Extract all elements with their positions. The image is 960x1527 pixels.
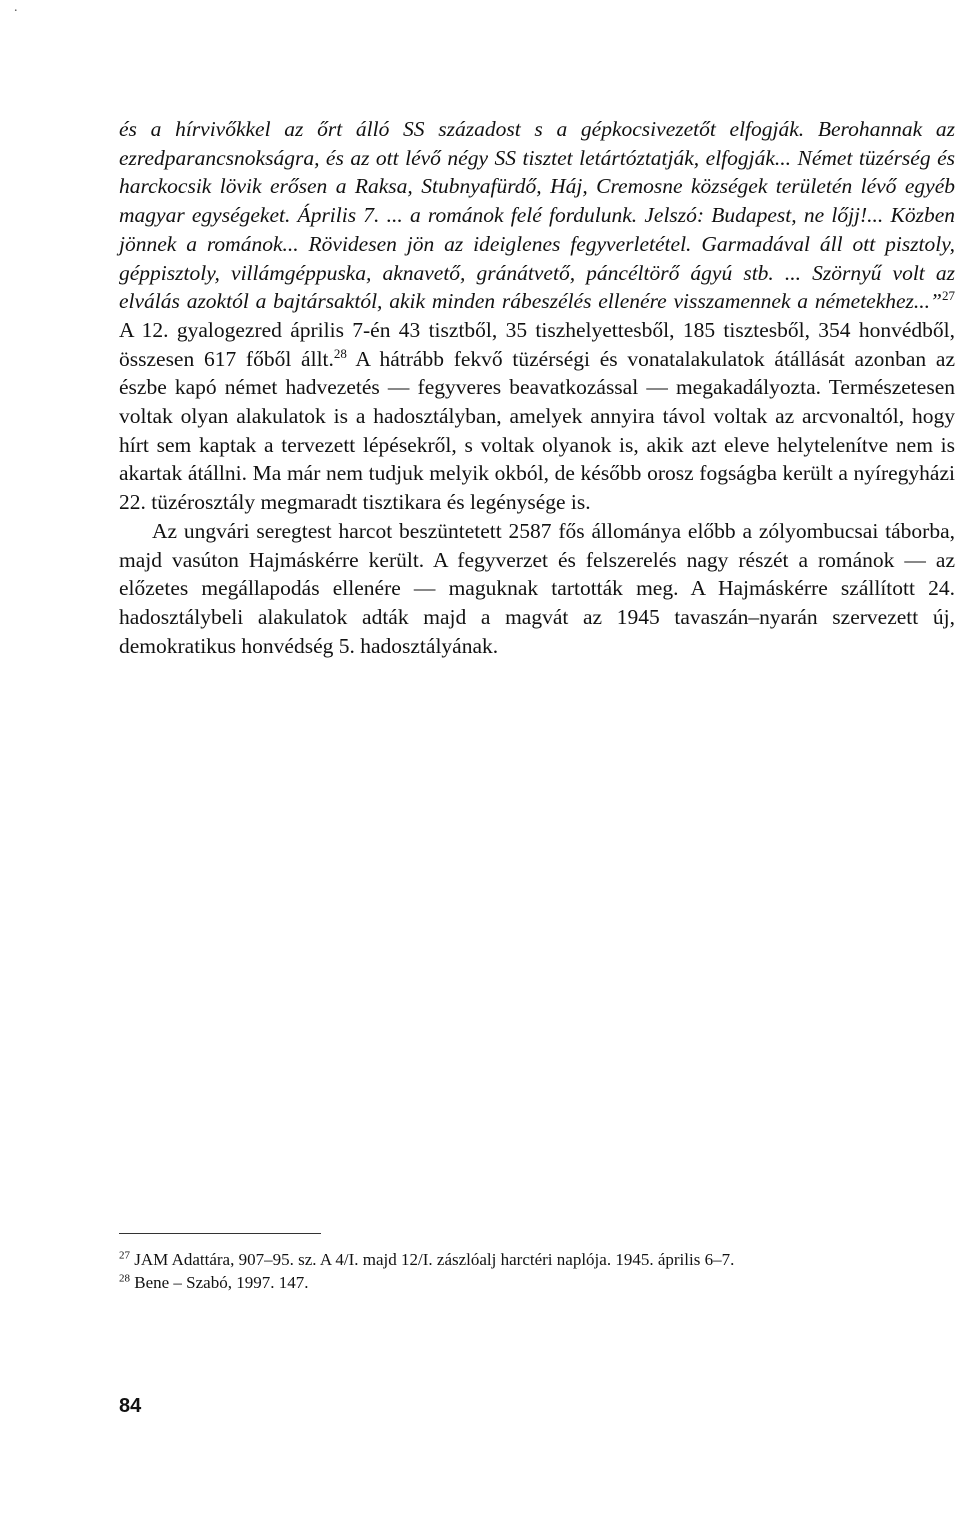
- footnote-text: JAM Adattára, 907–95. sz. A 4/I. majd 12/I. zászlóalj harctéri naplója. 1945. április 6–7.: [130, 1250, 735, 1269]
- footnote-number: 28: [119, 1272, 130, 1285]
- footnote-ref-28[interactable]: 28: [333, 345, 347, 361]
- italic-quote: és a hírvivőkkel az őrt álló SS századost s a gépkocsivezetőt elfogják. Berohannak az ezredparancsnokságra, és az ott lévő négy SS tisztet letártóztatják, elfogják... Német tüzérség és harckocsik lövik erősen a Raksa, Stubnyafürdő, Háj, Cremosne községek területén lévő egyéb magyar egységeket. Április 7. ... a románok felé fordulunk. Jelszó: Budapest, ne lőjj!... Közben jönnek a románok... Rövidesen jön az ideiglenes fegyverletétel. Garmadával áll ott pisztoly, géppisztoly, villámgéppuska, aknavető, gránátvető, páncéltörő ágyú stb. ... Szörnyű volt az elválás azoktól a bajtársaktól, akik minden rábeszélés ellenére visszamennek a németekhez...”: [119, 117, 955, 314]
- footnotes: [119, 1248, 955, 1294]
- corner-mark: .: [14, 0, 18, 15]
- footnote-divider: [119, 1233, 321, 1234]
- footnote-27: [119, 1248, 955, 1271]
- paragraph-1-text-a: A 12. gyalogezred április 7-én 43 tisztből, 35 tiszhelyettesből, 185 tisztesből, 354 honvédből, összesen 617 főből állt.: [119, 317, 955, 371]
- footnote-ref-27[interactable]: 27: [942, 288, 955, 304]
- footnote-number: 27: [119, 1249, 130, 1262]
- page-number: 84: [119, 1395, 142, 1417]
- footnote-28: [119, 1271, 955, 1294]
- paragraph-2: Az ungvári seregtest harcot beszüntetett 2587 fős állománya előbb a zólyombucsai táborba, majd vasúton Hajmáskérre került. A fegyverzet és felszerelés nagy részét a románok — az előzetes megállapodás ellenére — maguknak tartották meg. A Hajmáskérre szállított 24. hadosztálybeli alakulatok adták majd a magvát az 1945 tavaszán–nyarán szervezett új, demokratikus honvédség 5. hadosztályának.: [119, 518, 955, 658]
- paragraph-1: [119, 115, 955, 517]
- footnote-text: Bene – Szabó, 1997. 147.: [130, 1273, 309, 1292]
- paragraph-1-text-b: A hátrább fekvő tüzérségi és vonatalakulatok átállását azonban az észbe kapó német hadvezetés — fegyveres beavatkozással — megakadályozta. Természetesen voltak olyan alakulatok is a hadosztályban, amelyek annyira távol voltak az arcvonaltól, hogy hírt sem kaptak a tervezett lépésekről, s voltak olyanok is, akik azt eleve helytelenítve nem is akartak átállni. Ma már nem tudjuk melyik okból, de később orosz fogságba került a nyíregyházi 22. tüzérosztály megmaradt tisztikara és legénysége is.: [119, 346, 955, 515]
- main-text: [119, 115, 955, 660]
